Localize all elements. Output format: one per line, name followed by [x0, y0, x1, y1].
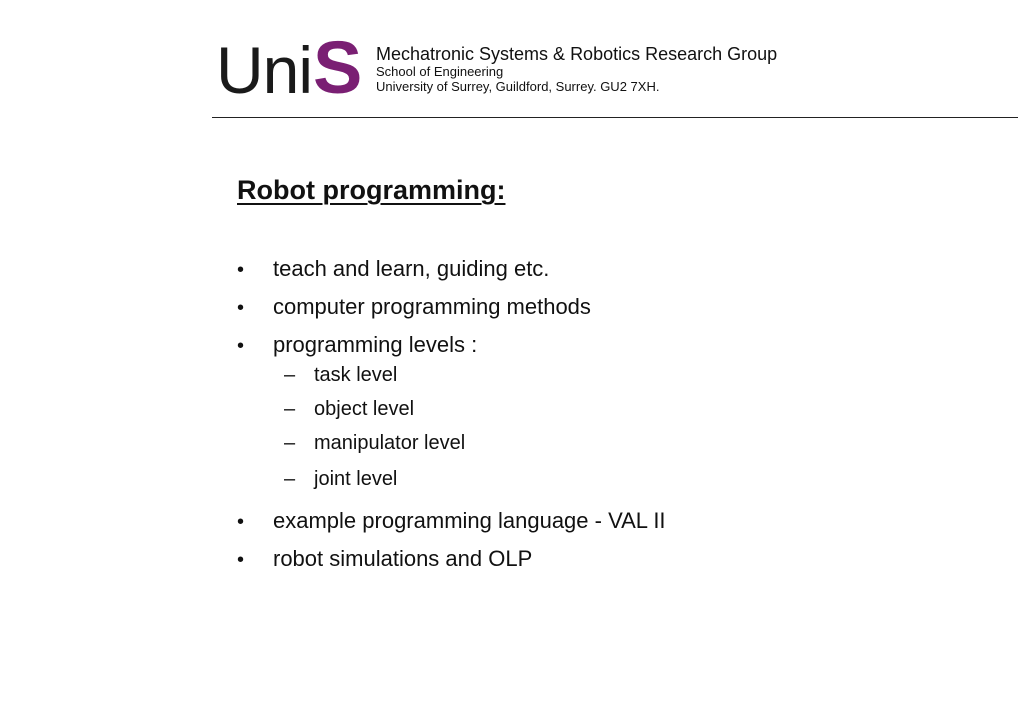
- bullet-marker: •: [237, 511, 245, 533]
- subbullet-marker: –: [284, 432, 296, 454]
- subbullet-group: [237, 363, 666, 507]
- bullet-text: programming levels :: [273, 332, 478, 357]
- subbullet-text: manipulator level: [314, 432, 466, 454]
- subbullet-list: [237, 363, 666, 507]
- bullet-item: [237, 545, 666, 583]
- bullet-item: [237, 507, 666, 545]
- subbullet-item: [237, 363, 666, 397]
- subbullet-marker: –: [284, 468, 296, 490]
- bullet-item: [237, 293, 666, 331]
- university-address: University of Surrey, Guildford, Surrey. GU2 7XH.: [376, 79, 660, 94]
- bullet-marker: •: [237, 549, 245, 571]
- bullet-marker: •: [237, 335, 245, 357]
- bullet-text: teach and learn, guiding etc.: [273, 256, 550, 281]
- bullet-text: example programming language - VAL II: [273, 508, 666, 533]
- subbullet-marker: –: [284, 398, 296, 420]
- subbullet-item: [237, 465, 666, 507]
- logo-text-uni: Uni: [216, 33, 313, 107]
- bullet-marker: •: [237, 259, 245, 281]
- logo-text-s: S: [313, 26, 362, 109]
- slide-title: Robot programming:: [237, 175, 506, 205]
- school-name: School of Engineering: [376, 64, 504, 79]
- header-divider: [212, 117, 1018, 118]
- subbullet-item: [237, 431, 666, 465]
- bullet-item: [237, 255, 666, 293]
- subbullet-text: object level: [314, 398, 415, 420]
- subbullet-item: [237, 397, 666, 431]
- unis-logo: [216, 26, 362, 109]
- bullet-text: robot simulations and OLP: [273, 546, 533, 571]
- subbullet-marker: –: [284, 364, 296, 386]
- subbullet-text: joint level: [314, 468, 398, 490]
- bullet-text: computer programming methods: [273, 294, 591, 319]
- header-text-block: [376, 44, 777, 94]
- subbullet-text: task level: [314, 364, 398, 386]
- bullet-list: [237, 255, 666, 583]
- research-group-title: Mechatronic Systems & Robotics Research Group: [376, 44, 778, 64]
- bullet-marker: •: [237, 297, 245, 319]
